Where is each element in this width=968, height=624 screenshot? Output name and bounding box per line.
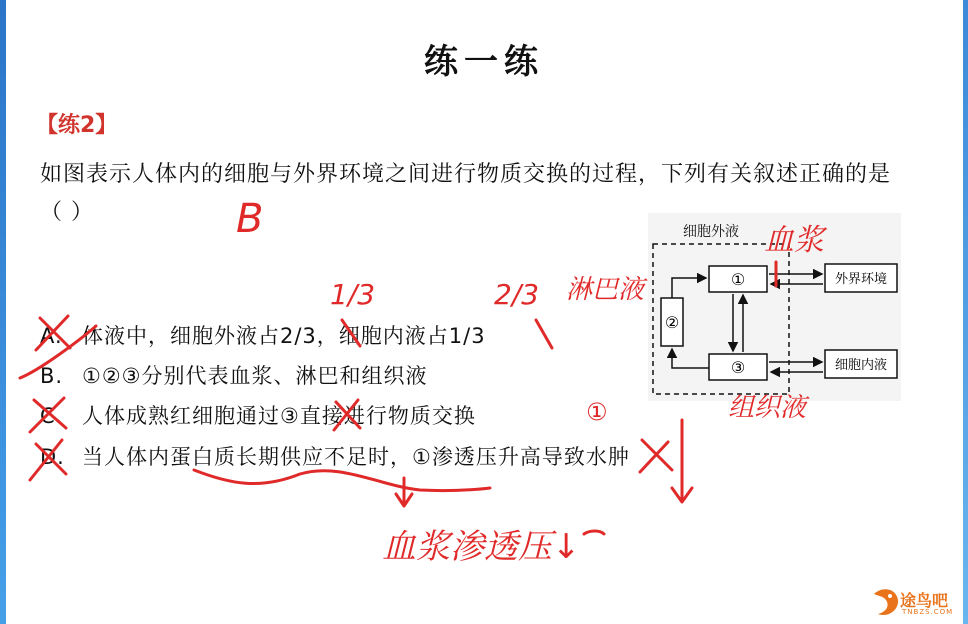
note-2-3: 2/3: [494, 278, 540, 311]
option-b: [40, 360, 427, 390]
right-edge-bar: [963, 0, 968, 624]
option-d: [40, 441, 630, 471]
osmotic-tail: [584, 531, 604, 534]
answer-mark: B: [236, 196, 264, 242]
external-env-label: 外界环境: [834, 272, 888, 287]
underline-protein: [194, 470, 490, 491]
option-d-text: 当人体内蛋白质长期供应不足时，①渗透压升高导致水肿: [82, 445, 630, 469]
note-plasma: 血浆: [764, 223, 824, 258]
strike-1-3: [536, 320, 552, 348]
question-stem: 如图表示人体内的细胞与外界环境之间进行物质交换的过程，下列有关叙述正确的是（ ）: [40, 162, 892, 225]
note-tissue-fluid: 组织液: [728, 393, 807, 423]
option-b-text: ①②③分别代表血浆、淋巴和组织液: [82, 364, 428, 388]
exchange-diagram: [647, 212, 902, 402]
extracellular-label: 细胞外液: [683, 224, 739, 240]
option-a: [40, 320, 486, 350]
node-1-label: ①: [730, 270, 746, 289]
option-c-text: 人体成熟红细胞通过③直接进行物质交换: [82, 404, 476, 428]
intracellular-label: 细胞内液: [834, 358, 888, 373]
down-arrow-right: [672, 420, 692, 502]
page-title: 练一练: [424, 42, 544, 82]
exercise-tag: 【练2】: [36, 113, 118, 138]
option-b-letter: B.: [40, 364, 64, 388]
left-edge-bar: [0, 0, 6, 624]
cross-raise: [640, 440, 672, 472]
option-a-text: 体液中，细胞外液占2/3，细胞内液占1/3: [82, 324, 486, 348]
option-a-letter: A.: [40, 324, 63, 348]
option-c-letter: C.: [40, 404, 64, 428]
option-d-letter: D.: [40, 445, 65, 469]
watermark-name: 途鸟吧: [900, 591, 949, 610]
note-1-3: 1/3: [330, 278, 376, 311]
note-lymph: 淋巴液: [566, 275, 645, 305]
down-arrow-mid: [396, 478, 412, 506]
node-2-label: ②: [664, 313, 680, 332]
node-3-label: ③: [730, 358, 746, 377]
watermark-domain: TNBZS.COM: [902, 608, 954, 616]
note-circled-one: ①: [586, 398, 608, 426]
note-osmotic: 血浆渗透压↓: [382, 527, 581, 567]
option-c: [40, 400, 476, 430]
